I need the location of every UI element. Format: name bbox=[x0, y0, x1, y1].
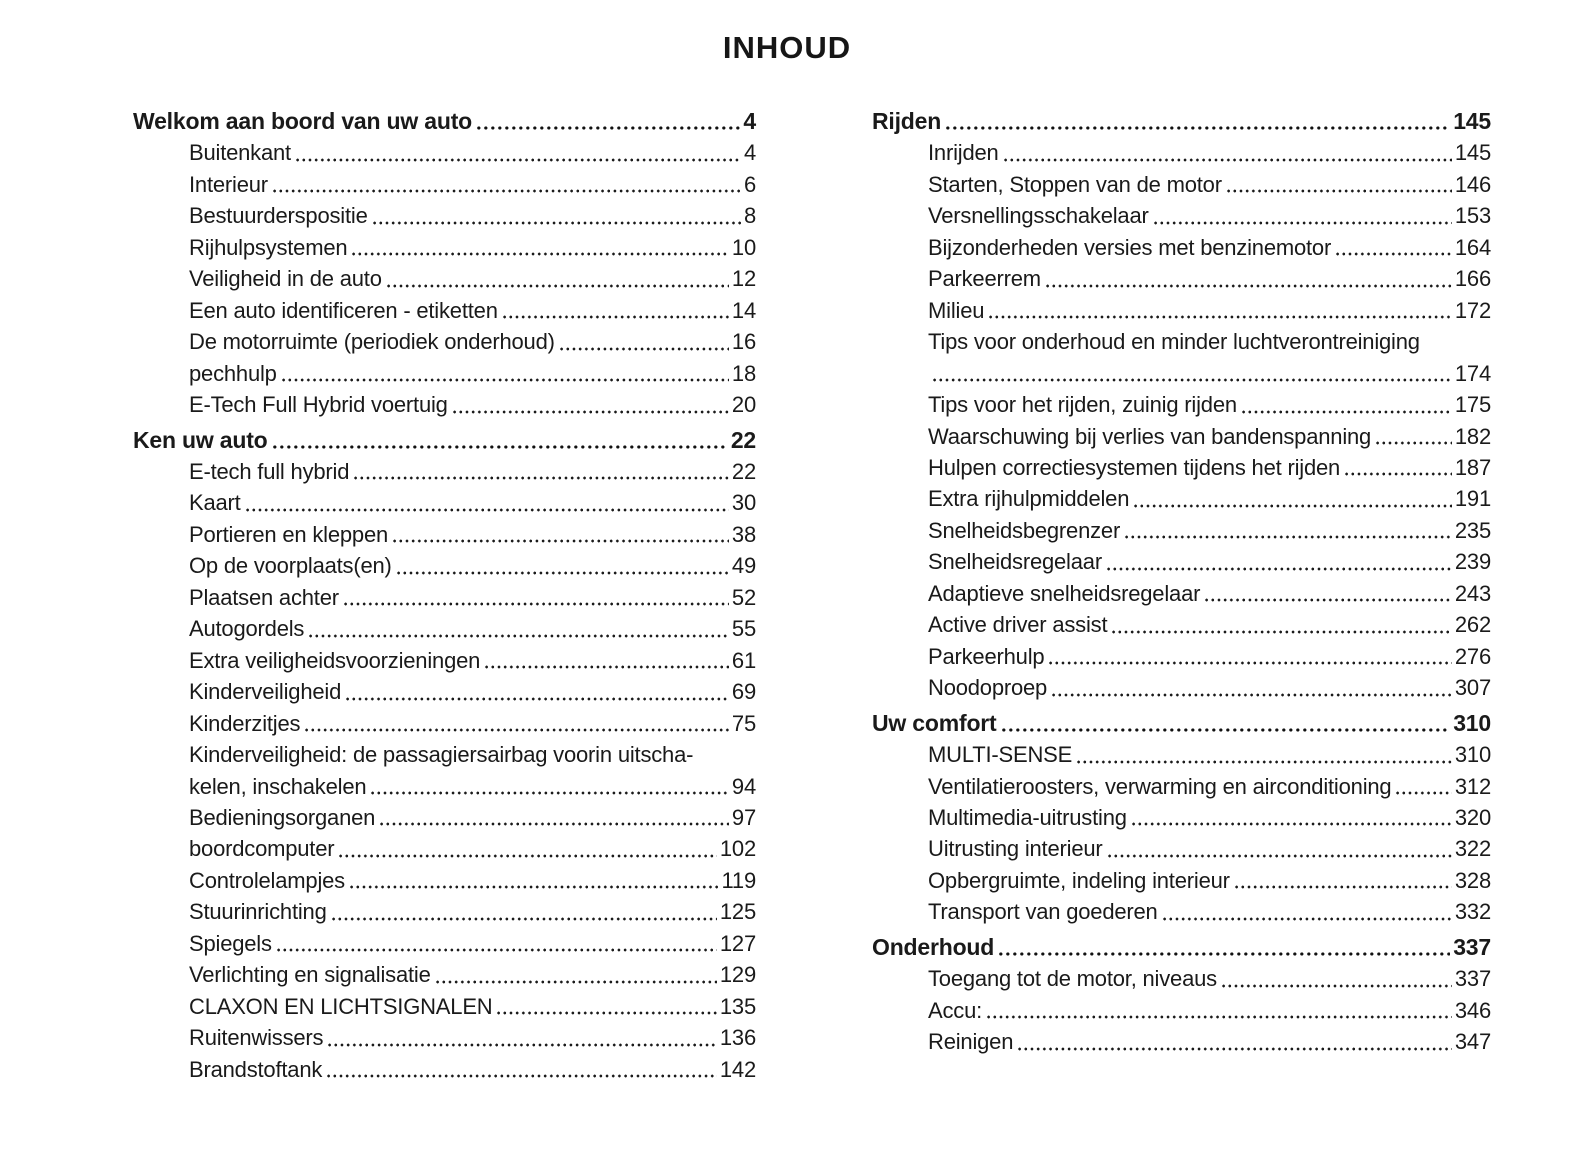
toc-page-number: 38 bbox=[731, 521, 756, 547]
toc-page-number: 30 bbox=[731, 490, 756, 516]
toc-page-number: 49 bbox=[731, 553, 756, 579]
toc-page-number: 22 bbox=[731, 458, 756, 484]
toc-entry-row bbox=[872, 896, 1491, 927]
toc-entry-row bbox=[133, 582, 756, 613]
toc-page-number: 8 bbox=[743, 203, 756, 229]
dotted-leader bbox=[1396, 791, 1451, 795]
toc-entry-row bbox=[133, 456, 756, 487]
toc-entry-label: Ken uw auto bbox=[133, 426, 268, 453]
dotted-leader bbox=[1052, 693, 1452, 697]
toc-entry-row bbox=[133, 263, 756, 294]
toc-entry-row bbox=[872, 609, 1491, 640]
toc-entry-label: Extra rijhulpmiddelen bbox=[928, 486, 1130, 512]
toc-entry-row bbox=[872, 389, 1491, 420]
toc-entry-row bbox=[133, 295, 756, 326]
toc-column-right bbox=[872, 106, 1491, 1058]
toc-entry-label: Plaatsen achter bbox=[189, 584, 339, 610]
dotted-leader bbox=[1205, 598, 1452, 602]
toc-page-number: 346 bbox=[1454, 997, 1491, 1023]
toc-entry-label: Interieur bbox=[189, 171, 268, 197]
toc-entry-label: Tips voor onderhoud en minder luchtverontreiniging bbox=[928, 329, 1420, 355]
toc-page-number: 94 bbox=[731, 773, 756, 799]
toc-page-number: 16 bbox=[731, 329, 756, 355]
toc-entry-row bbox=[133, 865, 756, 896]
toc-section-row bbox=[872, 708, 1491, 739]
toc-entry-label: Ventilatieroosters, verwarming en airconditioning bbox=[928, 773, 1392, 799]
dotted-leader bbox=[309, 634, 729, 638]
dotted-leader bbox=[1108, 854, 1452, 858]
dotted-leader bbox=[987, 1015, 1452, 1019]
toc-entry-label: Kinderzitjes bbox=[189, 710, 301, 736]
dotted-leader bbox=[305, 728, 729, 732]
toc-entry-label: Milieu bbox=[928, 297, 985, 323]
toc-section-row bbox=[872, 106, 1491, 137]
toc-entry-label: Snelheidsbegrenzer bbox=[928, 517, 1121, 543]
page-title: INHOUD bbox=[722, 30, 852, 65]
dotted-leader bbox=[1134, 504, 1452, 508]
dotted-leader bbox=[327, 1074, 717, 1078]
toc-page-number: 175 bbox=[1454, 392, 1491, 418]
toc-page-number: 172 bbox=[1454, 297, 1491, 323]
toc-entry-label: Parkeerhulp bbox=[928, 643, 1045, 669]
dotted-leader bbox=[1345, 472, 1452, 476]
toc-page-number: 75 bbox=[731, 710, 756, 736]
dotted-leader bbox=[387, 284, 729, 288]
dotted-leader bbox=[1242, 410, 1452, 414]
toc-entry-label: Versnellingsschakelaar bbox=[928, 203, 1149, 229]
toc-page-number: 4 bbox=[743, 108, 756, 134]
toc-entry-row bbox=[872, 421, 1491, 452]
dotted-leader bbox=[380, 822, 729, 826]
toc-entry-label: Bestuurderspositie bbox=[189, 203, 368, 229]
toc-entry-row bbox=[133, 833, 756, 864]
toc-page-number: 69 bbox=[731, 679, 756, 705]
toc-entry-row bbox=[872, 672, 1491, 703]
toc-page-number: 276 bbox=[1454, 643, 1491, 669]
dotted-leader bbox=[328, 1043, 717, 1047]
toc-entry-row bbox=[872, 200, 1491, 231]
dotted-leader bbox=[1077, 760, 1452, 764]
toc-entry-row bbox=[133, 1054, 756, 1085]
toc-entry-row bbox=[872, 739, 1491, 770]
toc-entry-row bbox=[872, 995, 1491, 1026]
toc-entry-label: Extra veiligheidsvoorzieningen bbox=[189, 647, 481, 673]
toc-entry-label: Rijden bbox=[872, 108, 942, 134]
toc-entry-row bbox=[133, 1022, 756, 1053]
dotted-leader bbox=[1018, 1047, 1452, 1051]
toc-page-number: 146 bbox=[1454, 171, 1491, 197]
dotted-leader bbox=[339, 854, 717, 858]
toc-page-number: 136 bbox=[719, 1025, 756, 1051]
toc-page-number: 191 bbox=[1454, 486, 1491, 512]
dotted-leader bbox=[1132, 822, 1452, 826]
toc-page-number: 6 bbox=[743, 171, 756, 197]
toc-page-number: 55 bbox=[731, 616, 756, 642]
toc-entry-label: Active driver assist bbox=[928, 612, 1108, 638]
toc-page-number: 310 bbox=[1453, 709, 1491, 736]
toc-entry-label: Brandstoftank bbox=[189, 1056, 323, 1082]
toc-entry-row bbox=[133, 487, 756, 518]
toc-entry-label: Toegang tot de motor, niveaus bbox=[928, 966, 1217, 992]
toc-entry-label: Onderhoud bbox=[872, 933, 995, 960]
dotted-leader bbox=[1163, 917, 1452, 921]
dotted-leader bbox=[346, 697, 729, 701]
toc-entry-row bbox=[872, 326, 1491, 357]
toc-page-number: 164 bbox=[1454, 234, 1491, 260]
toc-page-number: 337 bbox=[1453, 933, 1491, 960]
dotted-leader bbox=[373, 221, 741, 225]
toc-column-left bbox=[133, 106, 756, 1085]
dotted-leader bbox=[1112, 630, 1452, 634]
toc-entry-row bbox=[872, 833, 1491, 864]
toc-entry-label: Welkom aan boord van uw auto bbox=[133, 108, 473, 134]
toc-page-number: 145 bbox=[1454, 140, 1491, 166]
toc-entry-row bbox=[872, 358, 1491, 389]
toc-entry-label: Ruitenwissers bbox=[189, 1025, 324, 1051]
dotted-leader bbox=[485, 665, 729, 669]
toc-page-number: 135 bbox=[719, 993, 756, 1019]
toc-entry-row bbox=[133, 708, 756, 739]
toc-entry-row bbox=[872, 963, 1491, 994]
toc-entry-label: Adaptieve snelheidsregelaar bbox=[928, 580, 1201, 606]
toc-page-number: 12 bbox=[731, 266, 756, 292]
toc-entry-row bbox=[872, 515, 1491, 546]
toc-entry-label: Autogordels bbox=[189, 616, 305, 642]
toc-page-number: 125 bbox=[719, 899, 756, 925]
toc-entry-label: Verlichting en signalisatie bbox=[189, 962, 431, 988]
toc-page-number: 127 bbox=[719, 930, 756, 956]
toc-page-number: 235 bbox=[1454, 517, 1491, 543]
toc-page-number: 4 bbox=[743, 140, 756, 166]
dotted-leader bbox=[332, 917, 717, 921]
dotted-leader bbox=[350, 885, 719, 889]
dotted-leader bbox=[273, 189, 741, 193]
toc-page-number: 22 bbox=[730, 426, 756, 453]
toc-entry-row bbox=[872, 483, 1491, 514]
toc-entry-row bbox=[133, 802, 756, 833]
toc-entry-label: Reinigen bbox=[928, 1029, 1014, 1055]
toc-page-number: 312 bbox=[1454, 773, 1491, 799]
toc-entry-label: E-Tech Full Hybrid voertuig bbox=[189, 392, 448, 418]
toc-entry-label: Kinderveiligheid bbox=[189, 679, 342, 705]
dotted-leader bbox=[371, 791, 729, 795]
toc-entry-row bbox=[872, 865, 1491, 896]
toc-page-number: 262 bbox=[1454, 612, 1491, 638]
toc-entry-row bbox=[133, 232, 756, 263]
toc-entry-label: Een auto identificeren - etiketten bbox=[189, 297, 498, 323]
toc-entry-row bbox=[133, 896, 756, 927]
dotted-leader bbox=[503, 315, 729, 319]
toc-entry-label: kelen, inschakelen bbox=[189, 773, 367, 799]
toc-entry-label: Parkeerrem bbox=[928, 266, 1041, 292]
toc-entry-row bbox=[872, 137, 1491, 168]
toc-entry-label: Tips voor het rijden, zuinig rijden bbox=[928, 392, 1237, 418]
toc-entry-label: Noodoproep bbox=[928, 675, 1048, 701]
dotted-leader bbox=[246, 508, 729, 512]
toc-page-number: 102 bbox=[719, 836, 756, 862]
toc-entry-label: Rijhulpsystemen bbox=[189, 234, 348, 260]
toc-entry-label: Op de voorplaats(en) bbox=[189, 553, 392, 579]
toc-entry-row bbox=[133, 519, 756, 550]
toc-entry-label: boordcomputer bbox=[189, 836, 335, 862]
toc-entry-row bbox=[872, 546, 1491, 577]
dotted-leader bbox=[296, 158, 741, 162]
toc-entry-row bbox=[133, 200, 756, 231]
toc-entry-label: Hulpen correctiesystemen tijdens het rijden bbox=[928, 454, 1341, 480]
toc-entry-row bbox=[872, 771, 1491, 802]
toc-entry-label: Accu: bbox=[928, 997, 983, 1023]
toc-entry-label: Veiligheid in de auto bbox=[189, 266, 382, 292]
toc-entry-label: pechhulp bbox=[189, 360, 277, 386]
toc-page-number: 61 bbox=[731, 647, 756, 673]
dotted-leader bbox=[344, 602, 729, 606]
toc-entry-row bbox=[133, 389, 756, 420]
dotted-leader bbox=[1107, 567, 1452, 571]
toc-page-number: 14 bbox=[731, 297, 756, 323]
toc-entry-row bbox=[133, 991, 756, 1022]
toc-page-number: 310 bbox=[1454, 742, 1491, 768]
toc-page-number: 174 bbox=[1454, 360, 1491, 386]
dotted-leader bbox=[1222, 984, 1452, 988]
toc-entry-row bbox=[872, 169, 1491, 200]
dotted-leader bbox=[393, 539, 729, 543]
toc-entry-row bbox=[872, 295, 1491, 326]
toc-page-number: 320 bbox=[1454, 804, 1491, 830]
toc-entry-label: Starten, Stoppen van de motor bbox=[928, 171, 1222, 197]
toc-entry-label: Kinderveiligheid: de passagiersairbag voorin uitscha- bbox=[189, 742, 694, 768]
toc-entry-row bbox=[872, 641, 1491, 672]
toc-page-number: 337 bbox=[1454, 966, 1491, 992]
dotted-leader bbox=[1046, 284, 1452, 288]
dotted-leader bbox=[1336, 252, 1452, 256]
dotted-leader bbox=[477, 126, 740, 130]
toc-entry-row bbox=[872, 232, 1491, 263]
dotted-leader bbox=[1235, 885, 1452, 889]
toc-page-number: 119 bbox=[721, 867, 756, 893]
toc-page-number: 20 bbox=[731, 392, 756, 418]
toc-page-number: 97 bbox=[731, 804, 756, 830]
toc-entry-label: CLAXON EN LICHTSIGNALEN bbox=[189, 993, 493, 1019]
toc-entry-label: Spiegels bbox=[189, 930, 272, 956]
toc-entry-row bbox=[133, 137, 756, 168]
toc-page-number: 332 bbox=[1454, 899, 1491, 925]
toc-entry-label: Stuurinrichting bbox=[189, 899, 327, 925]
toc-entry-row bbox=[133, 645, 756, 676]
dotted-leader bbox=[282, 378, 729, 382]
toc-page-number: 328 bbox=[1454, 867, 1491, 893]
dotted-leader bbox=[1376, 441, 1452, 445]
dotted-leader bbox=[397, 571, 729, 575]
toc-entry-label: MULTI-SENSE bbox=[928, 742, 1073, 768]
toc-entry-label: Bedieningsorganen bbox=[189, 804, 376, 830]
dotted-leader bbox=[497, 1011, 716, 1015]
toc-entry-row bbox=[133, 739, 756, 770]
dotted-leader bbox=[1154, 221, 1452, 225]
toc-entry-row bbox=[872, 578, 1491, 609]
dotted-leader bbox=[1002, 728, 1451, 732]
toc-entry-row bbox=[133, 928, 756, 959]
toc-entry-label: Snelheidsregelaar bbox=[928, 549, 1102, 575]
toc-entry-label: Controlelampjes bbox=[189, 867, 345, 893]
dotted-leader bbox=[354, 476, 729, 480]
toc-page-number: 243 bbox=[1454, 580, 1491, 606]
toc-entry-row bbox=[133, 326, 756, 357]
dotted-leader bbox=[1049, 661, 1451, 665]
dotted-leader bbox=[1125, 535, 1452, 539]
toc-entry-row bbox=[872, 452, 1491, 483]
dotted-leader bbox=[1004, 158, 1452, 162]
toc-entry-row bbox=[133, 358, 756, 389]
toc-entry-label: De motorruimte (periodiek onderhoud) bbox=[189, 329, 555, 355]
toc-page-number: 142 bbox=[719, 1056, 756, 1082]
dotted-leader bbox=[273, 445, 728, 449]
toc-entry-label: Opbergruimte, indeling interieur bbox=[928, 867, 1230, 893]
toc-page-number: 307 bbox=[1454, 675, 1491, 701]
dotted-leader bbox=[946, 126, 1450, 130]
toc-entry-row bbox=[133, 676, 756, 707]
toc-page-number: 166 bbox=[1454, 266, 1491, 292]
dotted-leader bbox=[436, 980, 717, 984]
toc-entry-label: Bijzonderheden versies met benzinemotor bbox=[928, 234, 1332, 260]
toc-page-number: 52 bbox=[731, 584, 756, 610]
toc-entry-label: Buitenkant bbox=[189, 140, 291, 166]
toc-entry-row bbox=[872, 1026, 1491, 1057]
toc-page-number: 129 bbox=[719, 962, 756, 988]
toc-entry-row bbox=[133, 959, 756, 990]
toc-page-number: 153 bbox=[1454, 203, 1491, 229]
toc-entry-row bbox=[133, 771, 756, 802]
toc-entry-label: Uw comfort bbox=[872, 709, 997, 736]
toc-entry-row bbox=[133, 550, 756, 581]
toc-page-number: 10 bbox=[731, 234, 756, 260]
toc-entry-label: E-tech full hybrid bbox=[189, 458, 350, 484]
toc-page-number: 18 bbox=[731, 360, 756, 386]
toc-page-number: 347 bbox=[1454, 1029, 1491, 1055]
toc-entry-label: Transport van goederen bbox=[928, 899, 1158, 925]
toc-entry-label: Kaart bbox=[189, 490, 241, 516]
toc-entry-row bbox=[133, 613, 756, 644]
dotted-leader bbox=[1227, 189, 1452, 193]
toc-entry-label: Waarschuwing bij verlies van bandenspanning bbox=[928, 423, 1372, 449]
dotted-leader bbox=[989, 315, 1452, 319]
toc-entry-label: Portieren en kleppen bbox=[189, 521, 389, 547]
dotted-leader bbox=[352, 252, 729, 256]
dotted-leader bbox=[277, 948, 717, 952]
toc-entry-row bbox=[133, 169, 756, 200]
toc-section-row bbox=[872, 932, 1491, 963]
toc-page-number: 182 bbox=[1454, 423, 1491, 449]
toc-page-number: 239 bbox=[1454, 549, 1491, 575]
toc-page-number: 322 bbox=[1454, 836, 1491, 862]
toc-page-number: 145 bbox=[1453, 108, 1491, 134]
toc-page-number: 187 bbox=[1454, 454, 1491, 480]
toc-entry-label: Inrijden bbox=[928, 140, 999, 166]
dotted-leader bbox=[999, 952, 1450, 956]
toc-entry-label: Multimedia-uitrusting bbox=[928, 804, 1127, 830]
dotted-leader bbox=[560, 347, 729, 351]
toc-entry-row bbox=[872, 802, 1491, 833]
dotted-leader bbox=[453, 410, 729, 414]
toc-entry-label: Uitrusting interieur bbox=[928, 836, 1103, 862]
toc-section-row bbox=[133, 106, 756, 137]
dotted-leader bbox=[933, 378, 1452, 382]
toc-entry-row bbox=[872, 263, 1491, 294]
toc-section-row bbox=[133, 425, 756, 456]
